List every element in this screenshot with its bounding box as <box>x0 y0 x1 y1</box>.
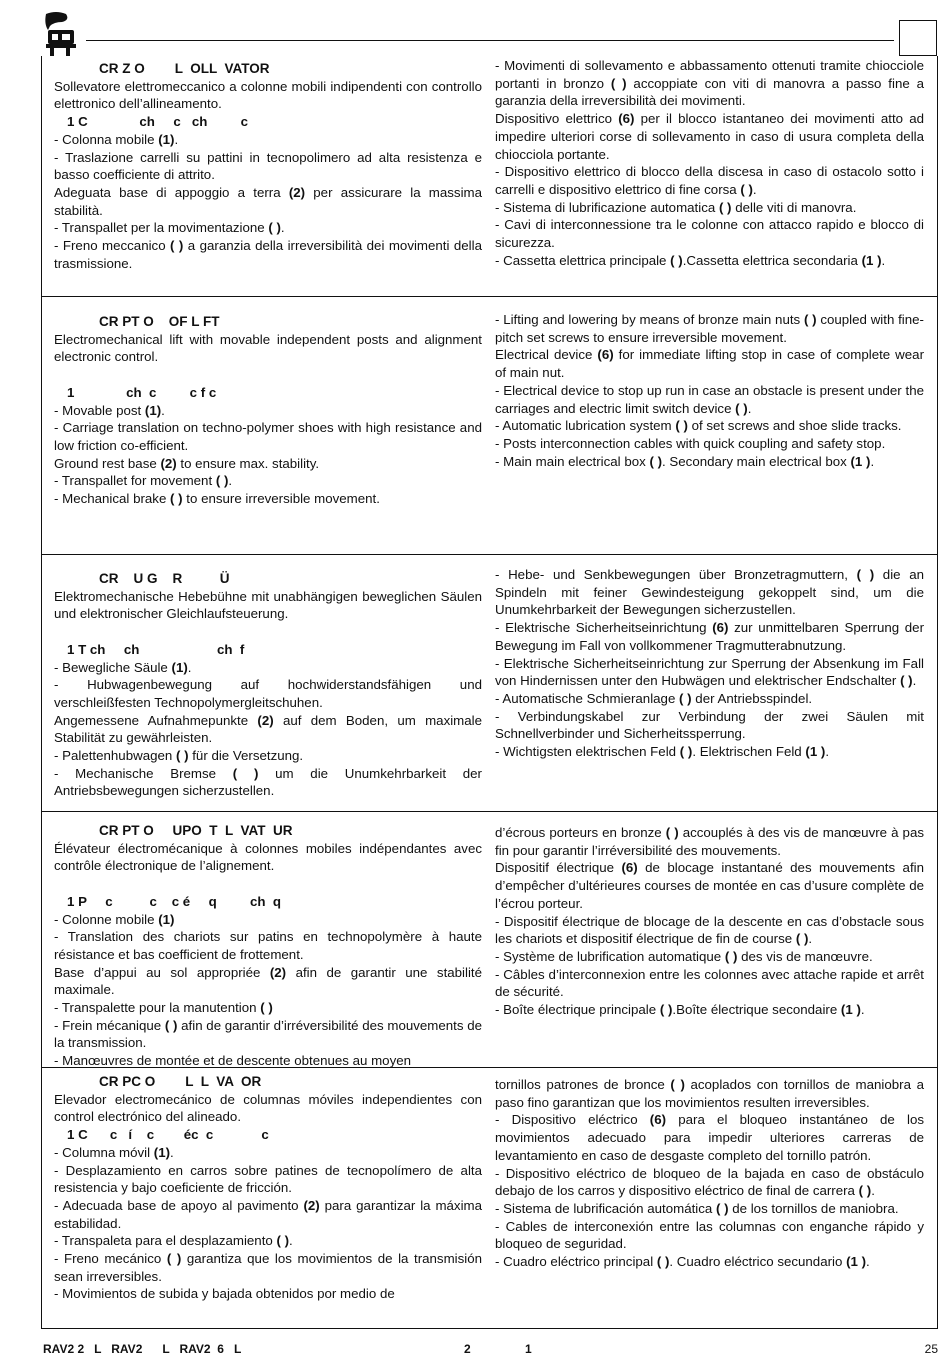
section-subtitle: 1 C c í c éc c c <box>67 1127 269 1143</box>
section-title: CR PT O UPO T L VAT UR <box>99 823 293 838</box>
paragraph: - Elektrische Sicherheitseinrichtung zur Sperrung der Absenkung im Fall von Hindernissen unter den Hubwägen und elektrischer Endschalter ( ). <box>495 655 924 689</box>
paragraph: - Transpallet for movement ( ). <box>54 473 233 489</box>
paragraph: - Bewegliche Säule (1). <box>54 659 192 675</box>
spacer <box>54 623 482 641</box>
paragraph: - Hebe- und Senkbewegungen über Bronzetragmuttern, ( ) die an Spindeln mit feiner Gewindesteigung gekoppelt sind, um die Unumkehrbarkeit der Bewegungen sicherzustellen. <box>495 567 924 618</box>
paragraph: - Système de lubrification automatique ( ) des vis de manœuvre. <box>495 948 873 964</box>
paragraph: - Manœuvres de montée et de descente obtenues au moyen <box>54 1053 412 1069</box>
paragraph: - Cuadro eléctrico principal ( ). Cuadro eléctrico secundario (1 ). <box>495 1254 870 1270</box>
paragraph: - Sistema de lubrificación automática ( ) de los tornillos de maniobra. <box>495 1200 899 1216</box>
paragraph: - Cavi di interconnessione tra le colonne con attacco rapido e blocco di sicurezza. <box>495 217 924 251</box>
paragraph: - Colonne mobile (1) <box>54 911 175 927</box>
section-title: CR Z O L OLL VATOR <box>99 61 270 76</box>
paragraph: - Automatische Schmieranlage ( ) der Antriebsspindel. <box>495 690 813 706</box>
paragraph: Dispositivo elettrico (6) per il blocco istantaneo dei movimenti atto ad impedire ulteriori corse di sollevamento in caso di usura completa della chiocciola portante. <box>495 111 924 162</box>
paragraph: - Frein mécanique ( ) afin de garantir d’irréversibilité des mouvements de la transmission. <box>54 1017 483 1051</box>
paragraph: - Main main electrical box ( ). Secondary main electrical box (1 ). <box>495 453 875 469</box>
section-subtitle: 1 ch c c f c <box>67 384 217 400</box>
brand-logo <box>40 10 80 58</box>
paragraph: - Traslazione carrelli su pattini in tecnopolimero ad alta resistenza e basso coefficiente di attrito. <box>54 149 482 183</box>
paragraph: Élévateur électromécanique à colonnes mobiles indépendantes avec contrôle électronique de l’alignement. <box>54 840 482 874</box>
footer-model: RAV2 2 L RAV2 L RAV2 6 L <box>43 1342 242 1356</box>
section-title: CR U G R Ü <box>99 571 230 586</box>
header-rule <box>86 40 894 41</box>
paragraph: - Câbles d’interconnexion entre les colonnes avec attache rapide et arrêt de sécurité. <box>495 966 924 1000</box>
page-number: 25 <box>924 1342 938 1356</box>
section-subtitle: 1 T ch ch ch f <box>67 641 245 657</box>
paragraph: - Cables de interconexión entre las columnas con enganche rápido y bloqueo de seguridad. <box>495 1218 924 1252</box>
paragraph: - Movable post (1). <box>54 402 165 418</box>
paragraph: - Electrical device to stop up run in case an obstacle is present under the carriages and electric limit switch device ( ). <box>495 382 924 416</box>
section-english <box>41 297 938 555</box>
section-left-column <box>54 570 482 800</box>
paragraph: - Movimientos de subida y bajada obtenidos por medio de <box>54 1286 395 1302</box>
paragraph: - Wichtigsten elektrischen Feld ( ). Elektrischen Feld (1 ). <box>495 744 830 760</box>
paragraph: - Translation des chariots sur patins en technopolymère à haute résistance et bas coefficient de frottement. <box>54 929 482 962</box>
paragraph: - Freno mecánico ( ) garantiza que los movimientos de la transmisión sean irreversibles. <box>54 1251 483 1284</box>
section-right-column <box>495 311 924 470</box>
paragraph: - Elektrische Sicherheitseinrichtung (6) zur unmittelbaren Sperrung der Bewegung im Fall von vollkommener Tragmutterabnutzung. <box>495 620 925 653</box>
paragraph: - Dispositivo eléctrico de bloqueo de la bajada en caso de obstáculo debajo de los carros y dispositivo eléctrico de final de carrera ( ). <box>495 1165 924 1199</box>
paragraph: Elevador electromecánico de columnas móviles independientes con control electrónico del alineado. <box>54 1091 482 1125</box>
paragraph: - Transpalette pour la manutention ( ) <box>54 1000 273 1016</box>
section-left-column <box>54 822 482 1070</box>
paragraph: Angemessene Aufnahmepunkte (2) auf dem Boden, um maximale Stabilität zu gewährleisten. <box>54 712 482 746</box>
paragraph: - Sistema di lubrificazione automatica ( ) delle viti di manovra. <box>495 199 857 215</box>
spacer <box>54 366 482 384</box>
paragraph: - Mechanical brake ( ) to ensure irreversible movement. <box>54 491 380 507</box>
paragraph: - Movimenti di sollevamento e abbassamento ottenuti tramite chiocciole portanti in bronzo ( ) accoppiate con viti di manovra a passo fine a garanzia della irreversibilità dei movimenti. <box>495 58 924 109</box>
paragraph: Ground rest base (2) to ensure max. stability. <box>54 455 320 471</box>
paragraph: Electromechanical lift with movable independent posts and alignment electronic control. <box>54 331 482 365</box>
paragraph: - Hubwagenbewegung auf hochwiderstandsfähigen und verschleißfesten Technopolymergleitschuhen. <box>54 677 482 710</box>
section-left-column <box>54 60 482 272</box>
paragraph: - Dispositif électrique de blocage de la descente en cas d’obstacle sous les chariots et dispositif électrique de fin de course ( ). <box>495 913 924 947</box>
paragraph: - Automatic lubrication system ( ) of set screws and shoe slide tracks. <box>495 418 902 434</box>
paragraph: Adeguata base di appoggio a terra (2) per assicurare la massima stabilità. <box>54 184 482 218</box>
paragraph: - Boîte électrique principale ( ).Boîte électrique secondaire (1 ). <box>495 1002 865 1018</box>
paragraph: tornillos patrones de bronce ( ) acoplados con tornillos de maniobra a paso fino garantizan que los movimientos resulten irreversibles. <box>495 1077 924 1110</box>
section-right-column <box>495 57 924 269</box>
section-spanish <box>41 1068 938 1329</box>
paragraph: Dispositif électrique (6) de blocage instantané des mouvements afin d’empêcher d’ultérieures courses de montée en cas d’usure complète de l’écrou porteur. <box>495 860 924 911</box>
paragraph: - Palettenhubwagen ( ) für die Versetzung. <box>54 748 304 764</box>
paragraph: - Dispositivo eléctrico (6) para el bloqueo instantáneo de los movimientos adecuado para impedir ulteriores carreras de levantamiento en caso de desgaste completo del tornillo patrón. <box>495 1112 924 1163</box>
paragraph: - Adecuada base de apoyo al pavimento (2) para garantizar la máxima estabilidad. <box>54 1197 482 1231</box>
paragraph: Elektromechanische Hebebühne mit unabhängigen beweglichen Säulen und elektronischer Gleichlaufsteuerung. <box>54 588 482 622</box>
paragraph: Sollevatore elettromeccanico a colonne mobili indipendenti con controllo elettronico dell’allineamento. <box>54 78 482 112</box>
corner-box <box>899 20 937 56</box>
paragraph: Base d’appui au sol appropriée (2) afin de garantir une stabilité maximale. <box>54 964 483 998</box>
section-french <box>41 812 938 1068</box>
section-subtitle: 1 P c c c é q ch q <box>67 893 282 909</box>
paragraph: - Verbindungskabel zur Verbindung der zwei Säulen mit Schnellverbinder und Sicherheitssperrung. <box>495 708 924 742</box>
paragraph: - Freno meccanico ( ) a garanzia della irreversibilità dei movimenti della trasmissione. <box>54 238 482 271</box>
paragraph: - Dispositivo elettrico di blocco della discesa in caso di ostacolo sotto i carrelli e dispositivo elettrico di fine corsa ( ). <box>495 164 924 197</box>
section-right-column <box>495 566 924 761</box>
paragraph: - Transpaleta para el desplazamiento ( ). <box>54 1233 293 1249</box>
section-subtitle: 1 C ch c ch c <box>67 114 249 130</box>
section-italian <box>41 57 938 297</box>
footer-code-2: 1 <box>525 1342 532 1356</box>
section-right-column <box>495 824 924 1019</box>
paragraph: - Desplazamiento en carros sobre patines de tecnopolímero de alta resistencia y bajo coeficiente de fricción. <box>54 1162 482 1196</box>
section-title: CR PC O L L VA OR <box>99 1074 262 1089</box>
paragraph: - Mechanische Bremse ( ) um die Unumkehrbarkeit der Antriebsbewegungen sicherzustellen. <box>54 765 482 799</box>
section-left-column <box>54 313 482 508</box>
paragraph: - Lifting and lowering by means of bronze main nuts ( ) coupled with fine-pitch set screws to ensure irreversible movement. <box>495 312 924 345</box>
paragraph: - Cassetta elettrica principale ( ).Cassetta elettrica secondaria (1 ). <box>495 252 886 268</box>
section-left-column <box>54 1073 482 1303</box>
section-right-column <box>495 1076 924 1271</box>
paragraph: - Colonna mobile (1). <box>54 131 179 147</box>
section-title: CR PT O OF L FT <box>99 314 220 329</box>
paragraph: - Carriage translation on techno-polymer shoes with high resistance and low friction co-efficient. <box>54 420 482 453</box>
footer-code-1: 2 <box>464 1342 471 1356</box>
section-german <box>41 555 938 812</box>
spacer <box>54 875 482 893</box>
paragraph: d’écrous porteurs en bronze ( ) accouplés à des vis de manœuvre à pas fin pour garantir l’irréversibilité des mouvements. <box>495 825 925 858</box>
paragraph: - Posts interconnection cables with quick coupling and safety stop. <box>495 435 886 451</box>
paragraph: - Columna móvil (1). <box>54 1144 174 1160</box>
paragraph: - Transpallet per la movimentazione ( ). <box>54 220 285 236</box>
paragraph: Electrical device (6) for immediate lifting stop in case of complete wear of main nut. <box>495 347 925 381</box>
